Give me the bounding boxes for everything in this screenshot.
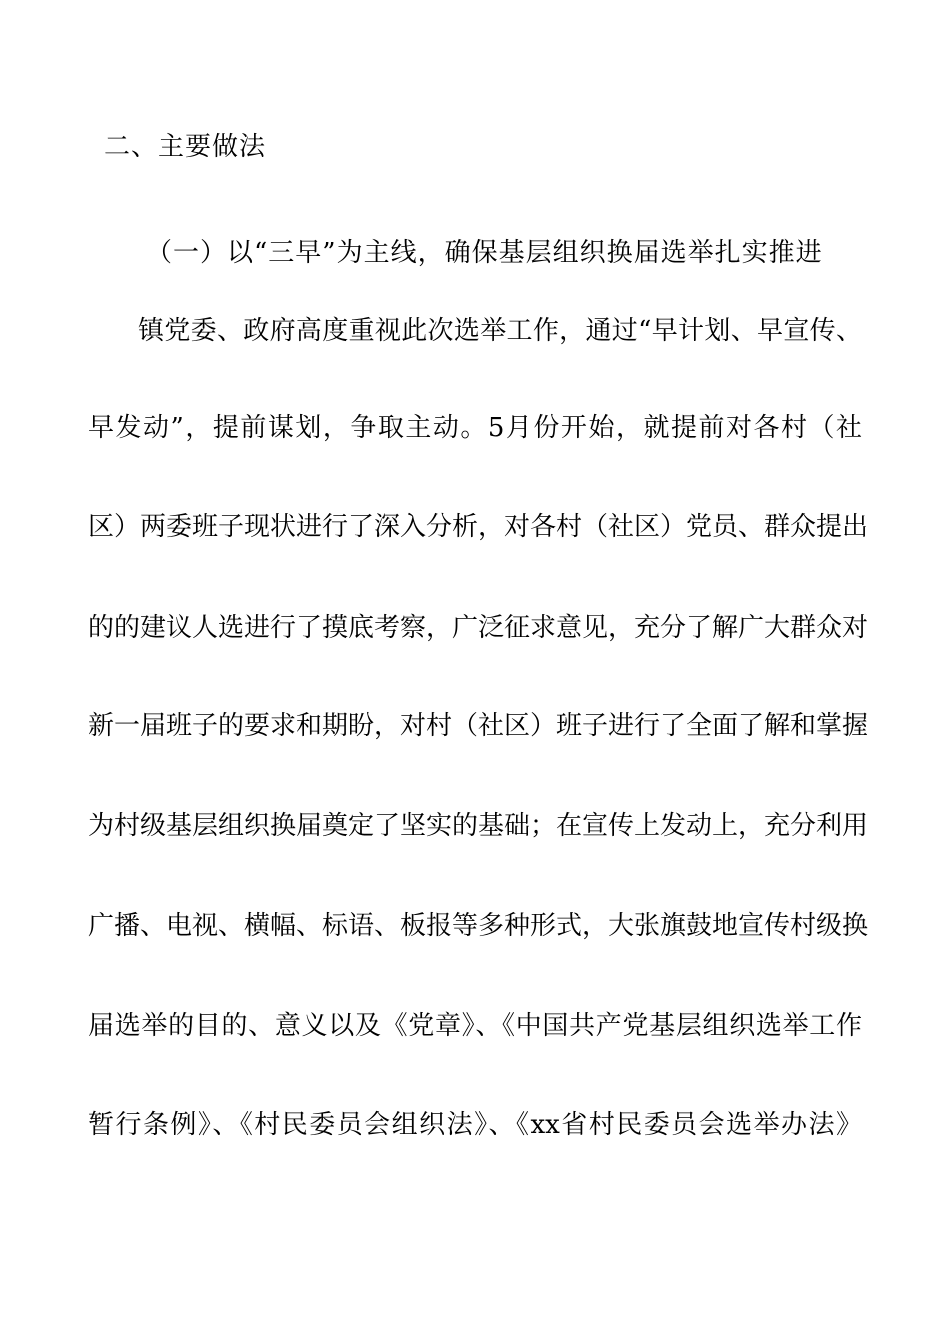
subsection-heading: （一）以“三早”为主线，确保基层组织换届选举扎实推进 <box>146 238 823 268</box>
body-line: 的的建议人选进行了摸底考察，广泛征求意见，充分了解广大群众对 <box>88 613 869 643</box>
body-line: 早发动”，提前谋划，争取主动。5月份开始，就提前对各村（社 <box>88 413 862 443</box>
section-heading: 二、主要做法 <box>104 132 267 162</box>
body-line: 暂行条例》、《村民委员会组织法》、《xx省村民委员会选举办法》 <box>88 1110 862 1140</box>
body-line: 届选举的目的、意义以及《党章》、《中国共产党基层组织选举工作 <box>88 1011 862 1041</box>
body-line: 为村级基层组织换届奠定了坚实的基础；在宣传上发动上，充分利用 <box>88 811 869 841</box>
body-line: 广播、电视、横幅、标语、板报等多种形式，大张旗鼓地宣传村级换 <box>88 911 869 941</box>
body-line: 区）两委班子现状进行了深入分析，对各村（社区）党员、群众提出 <box>88 512 869 542</box>
body-line: 新一届班子的要求和期盼，对村（社区）班子进行了全面了解和掌握 <box>88 711 869 741</box>
body-line: 镇党委、政府高度重视此次选举工作，通过“早计划、早宣传、 <box>138 316 862 346</box>
